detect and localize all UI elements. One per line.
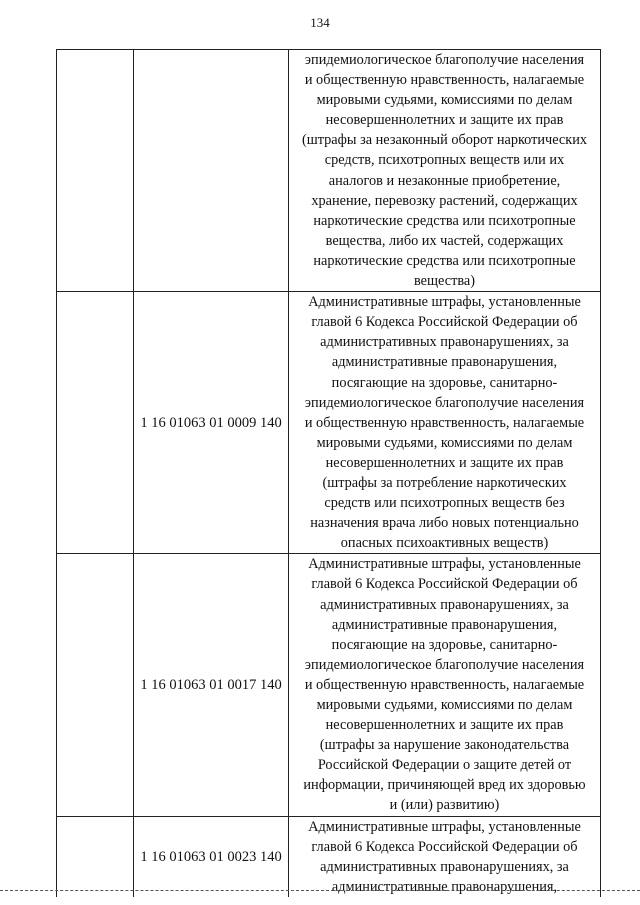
description-line: вещества) xyxy=(414,273,475,290)
description-line: несовершеннолетних и защите их прав xyxy=(325,112,564,129)
description-line: посягающие на здоровье, санитарно- xyxy=(331,374,558,391)
budget-code-cell: 1 16 01063 01 0017 140 xyxy=(134,554,289,816)
description-line: опасных психоактивных веществ) xyxy=(340,535,549,552)
description-line: средств или психотропных веществ без xyxy=(324,495,565,512)
description-line: и общественную нравственность, налагаемые xyxy=(304,676,585,693)
description-line: назначения врача либо новых потенциально xyxy=(310,515,579,532)
description-cell xyxy=(289,50,601,292)
table-row xyxy=(57,554,601,816)
description-line: наркотические средства или психотропные xyxy=(313,212,576,229)
description-line: и (или) развитию) xyxy=(389,797,500,814)
page-bottom-rule xyxy=(0,890,640,891)
description-cell xyxy=(289,554,601,816)
description-cell xyxy=(289,816,601,897)
table-row xyxy=(57,816,601,897)
description-line: (штрафы за незаконный оборот наркотических xyxy=(301,132,588,149)
description-line: посягающие на здоровье, санитарно- xyxy=(331,636,558,653)
admin-code-cell xyxy=(57,50,134,292)
description-line: эпидемиологическое благополучие населения xyxy=(304,52,585,68)
description-line: и общественную нравственность, налагаемые xyxy=(304,72,585,89)
description-line: несовершеннолетних и защите их прав xyxy=(325,454,564,471)
description-line: административных правонарушениях, за xyxy=(320,858,569,875)
description-line: мировыми судьями, комиссиями по делам xyxy=(316,434,573,451)
table-row xyxy=(57,292,601,554)
description-line: вещества, либо их частей, содержащих xyxy=(325,232,564,249)
description-line: эпидемиологическое благополучие населения xyxy=(304,394,585,411)
budget-code-cell: 1 16 01063 01 0023 140 xyxy=(134,816,289,897)
admin-code-cell xyxy=(57,292,134,554)
description-line: (штрафы за нарушение законодательства xyxy=(319,737,570,754)
description-line: аналогов и незаконные приобретение, xyxy=(328,172,561,189)
description-line: несовершеннолетних и защите их прав xyxy=(325,717,564,734)
description-line: административные правонарушения, xyxy=(331,354,558,371)
description-line: Административные штрафы, установленные xyxy=(308,294,581,311)
description-line: средств, психотропных веществ или их xyxy=(324,152,565,169)
description-line: эпидемиологическое благополучие населения xyxy=(304,656,585,673)
description-line: наркотические средства или психотропные xyxy=(313,252,576,269)
description-line: Административные штрафы, установленные xyxy=(308,818,581,835)
admin-code-cell xyxy=(57,816,134,897)
budget-code-table xyxy=(56,49,601,897)
description-line: главой 6 Кодекса Российской Федерации об xyxy=(311,314,578,331)
description-line: административных правонарушениях, за xyxy=(320,596,569,613)
description-line: главой 6 Кодекса Российской Федерации об xyxy=(311,838,578,855)
description-line: мировыми судьями, комиссиями по делам xyxy=(316,697,573,713)
description-line: информации, причиняющей вред их здоровью xyxy=(303,777,586,794)
description-line: мировыми судьями, комиссиями по делам xyxy=(316,92,573,109)
description-cell xyxy=(289,292,601,554)
description-line: административные правонарушения, xyxy=(331,878,558,895)
budget-code-cell: 1 16 01063 01 0009 140 xyxy=(134,292,289,554)
description-line: Административные штрафы, установленные xyxy=(308,556,581,573)
description-line: административных правонарушениях, за xyxy=(320,334,569,351)
description-line: главой 6 Кодекса Российской Федерации об xyxy=(311,576,578,593)
description-line: Российской Федерации о защите детей от xyxy=(317,757,572,774)
description-line: административные правонарушения, xyxy=(331,616,558,633)
admin-code-cell xyxy=(57,554,134,816)
description-line: (штрафы за потребление наркотических xyxy=(322,474,567,491)
description-line: и общественную нравственность, налагаемые xyxy=(304,414,585,431)
page-number: 134 xyxy=(310,15,330,30)
table-row xyxy=(57,50,601,292)
budget-code-cell xyxy=(134,50,289,292)
description-line: хранение, перевозку растений, содержащих xyxy=(311,192,578,209)
